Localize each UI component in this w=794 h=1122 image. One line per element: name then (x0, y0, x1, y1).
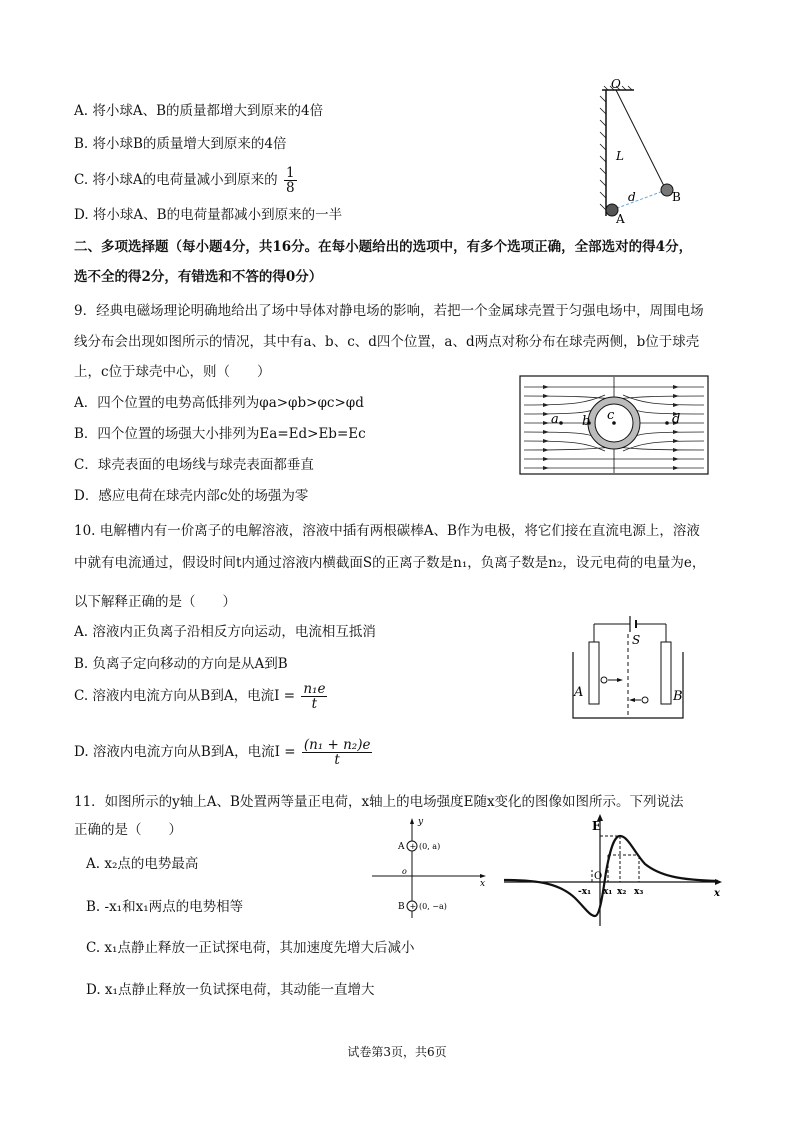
page-footer: 试卷第3页，共6页 (347, 1045, 447, 1059)
label-a: A (574, 685, 584, 700)
q11-charges-figure (368, 814, 490, 922)
q9-stem-line1: 9．经典电磁场理论明确地给出了场中导体对静电场的影响，若把一个金属球壳置于匀强电场中，周围电场 (74, 303, 704, 319)
label-o: o (402, 867, 407, 876)
svg-text:+: + (409, 902, 417, 911)
label-b: B (398, 902, 405, 912)
q8-option-c-text: C. 将小球A的电荷量减小到原来的 (74, 172, 278, 188)
label-y: y (418, 817, 424, 827)
q11-option-d: D. x₁点静止释放一负试探电荷，其动能一直增大 (86, 982, 375, 998)
label-a: A (616, 212, 625, 226)
q9-field-figure (519, 375, 709, 475)
label-s: S (632, 633, 641, 647)
q11-option-b: B. -x₁和x₁两点的电势相等 (86, 899, 244, 915)
q8-option-c-denominator: 8 (285, 180, 295, 196)
q11-stem-line1: 11．如图所示的y轴上A、B处置两等量正电荷，x轴上的电场强度E随x变化的图像如图所示。下列说法 (74, 794, 684, 810)
label-d: d (628, 190, 636, 204)
q9-stem-line2: 线分布会出现如图所示的情况，其中有a、b、c、d四个位置，a、d两点对称分布在球壳两侧，b位于球壳 (74, 334, 700, 350)
q9-option-b: B．四个位置的场强大小排列为Ea=Ed>Eb=Ec (74, 426, 366, 442)
electrode-b (661, 642, 671, 704)
q10-option-d (74, 738, 374, 767)
section2-heading-line1: 二、多项选择题（每小题4分，共16分。在每小题给出的选项中，有多个选项正确，全部选对的得4分， (74, 239, 693, 255)
label-x: x (480, 879, 486, 889)
q9-stem-line3: 上，c位于球壳中心，则（ ） (74, 364, 271, 380)
label-b: B (672, 190, 681, 204)
q10-option-c-fraction (301, 682, 327, 711)
q10-option-d-fraction (302, 738, 373, 767)
q10-option-c-denominator: t (311, 696, 318, 712)
label-l: L (616, 149, 624, 163)
q10-option-a: A. 溶液内正负离子沿相反方向运动，电流相互抵消 (74, 624, 376, 640)
label-x3: x₃ (634, 887, 644, 897)
q10-electrolysis-figure (570, 612, 690, 722)
e-curve (504, 836, 718, 916)
q11-stem-line2: 正确的是（ ） (74, 822, 182, 838)
q8-option-c-fraction (284, 166, 297, 195)
label-neg-x1: -x₁ (578, 887, 592, 897)
section2-heading-line2: 选不全的得2分，有错选和不答的得0分） (74, 269, 323, 285)
q10-option-d-text: D. 溶液内电流方向从B到A，电流I = (74, 744, 296, 760)
q9-option-a: A．四个位置的电势高低排列为φa>φb>φc>φd (74, 395, 364, 411)
q9-option-d: D．感应电荷在球壳内部c处的场强为零 (74, 488, 309, 504)
label-origin: O (594, 871, 603, 882)
label-b: B (673, 689, 683, 704)
svg-text:+: + (409, 842, 417, 851)
q10-option-d-numerator: (n₁ + n₂)e (303, 737, 371, 753)
q11-option-c: C. x₁点静止释放一正试探电荷，其加速度先增大后减小 (86, 940, 415, 956)
q8-option-d: D. 将小球A、B的电荷量都减小到原来的一半 (74, 207, 343, 223)
electrode-a (589, 642, 599, 704)
label-a-coord: (0, a) (419, 842, 441, 851)
q10-option-d-denominator: t (334, 752, 340, 768)
label-x1: x₁ (603, 887, 613, 897)
q10-option-b: B. 负离子定向移动的方向是从A到B (74, 656, 288, 672)
q10-option-c (74, 682, 329, 711)
q8-pendulum-figure (590, 76, 700, 226)
label-c: c (607, 408, 615, 423)
q8-option-c-numerator: 1 (285, 165, 295, 181)
q10-option-c-numerator: n₁e (303, 681, 326, 697)
q11-e-x-graph (500, 812, 726, 932)
q8-option-a: A. 将小球A、B的质量都增大到原来的4倍 (74, 103, 324, 119)
label-d: d (672, 412, 681, 427)
q8-option-b: B. 将小球B的质量增大到原来的4倍 (74, 136, 287, 152)
q10-stem-line3: 以下解释正确的是（ ） (74, 594, 236, 610)
label-a: a (551, 412, 559, 427)
label-b-coord: (0, −a) (419, 902, 447, 911)
q11-option-a: A. x₂点的电势最高 (86, 856, 199, 872)
q9-option-c: C．球壳表面的电场线与球壳表面都垂直 (74, 457, 314, 473)
label-a: A (398, 842, 405, 852)
q8-option-c (74, 166, 299, 195)
label-e-axis: E (592, 819, 602, 833)
label-x-axis: x (714, 888, 720, 899)
label-x2: x₂ (617, 887, 627, 897)
label-b: b (582, 414, 591, 429)
q10-stem-line1: 10. 电解槽内有一价离子的电解溶液，溶液中插有两根碳棒A、B作为电极，将它们接在直流电源上，溶液 (74, 523, 700, 539)
label-o: O (611, 77, 621, 91)
q10-option-c-text: C. 溶液内电流方向从B到A，电流I = (74, 688, 296, 704)
q10-stem-line2: 中就有电流通过，假设时间t内通过溶液内横截面S的正离子数是n₁，负离子数是n₂，设元电荷的电量为e， (74, 555, 706, 571)
